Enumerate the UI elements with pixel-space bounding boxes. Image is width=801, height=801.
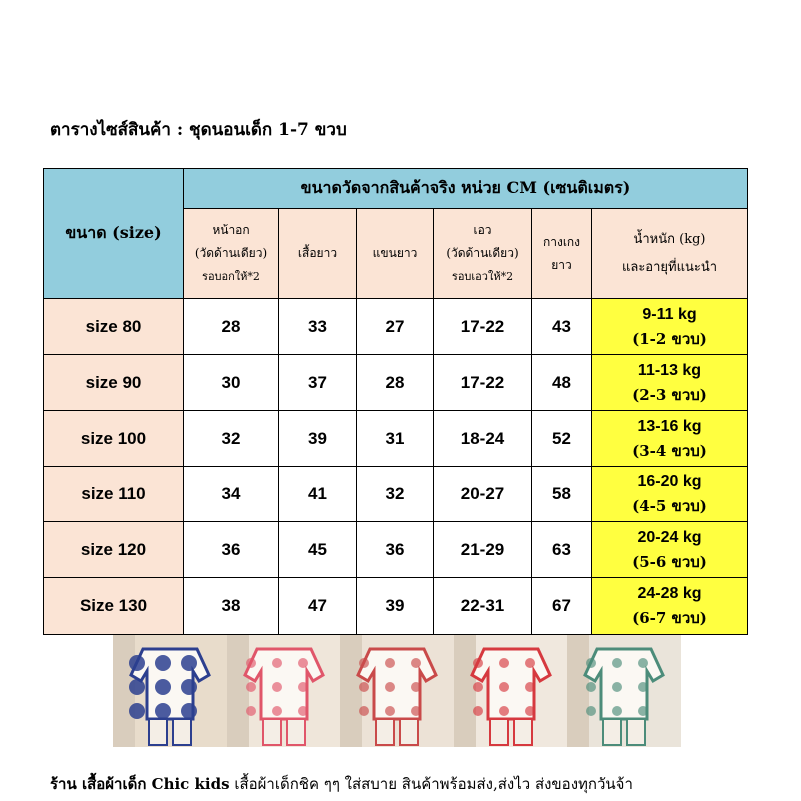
weight-age-cell [592, 355, 748, 411]
sleeve-value: 39 [357, 578, 434, 635]
header-line: รอบอกให้*2 [202, 270, 260, 283]
chest-value: 32 [184, 411, 279, 467]
weight-value: 13-16 kg [637, 417, 702, 435]
shop-name: ร้าน เสื้อผ้าเด็ก Chic kids [50, 775, 230, 793]
size-label: size 80 [44, 299, 184, 355]
shop-tagline: เสื้อผ้าเด็กชิค ๆๆ ใส่สบาย สินค้าพร้อมส่ง,ส่งไว ส่งของทุกวันจ้า [229, 775, 633, 793]
header-line: กางเกง [542, 234, 581, 249]
size-column-header: ขนาด (size) [44, 169, 184, 299]
weight-age-cell [592, 522, 748, 578]
table-row [44, 578, 748, 635]
weight-age-cell [592, 299, 748, 355]
shirt-value: 41 [279, 467, 357, 522]
waist-value: 17-22 [434, 355, 532, 411]
chest-value: 28 [184, 299, 279, 355]
shop-footer [50, 772, 633, 796]
weight-age-cell [592, 578, 748, 635]
pants-value: 58 [532, 467, 592, 522]
table-row [44, 299, 748, 355]
pants-length-column-header [532, 209, 592, 299]
table-row [44, 467, 748, 522]
age-value: (6-7 ขวบ) [632, 609, 707, 627]
chest-value: 36 [184, 522, 279, 578]
sleeve-value: 28 [357, 355, 434, 411]
chest-value: 38 [184, 578, 279, 635]
header-line: เอว [473, 223, 492, 237]
waist-value: 20-27 [434, 467, 532, 522]
pajama-photo-red-hearts [454, 635, 568, 747]
weight-value: 24-28 kg [637, 585, 702, 602]
waist-value: 18-24 [434, 411, 532, 467]
weight-age-cell [592, 411, 748, 467]
sleeve-value: 32 [357, 467, 434, 522]
pajama-photo-navy-dots [113, 635, 227, 747]
pajama-photo-bears [340, 635, 454, 747]
header-line: หน้าอก [212, 223, 250, 237]
header-line: แขนยาว [372, 246, 418, 260]
product-photo-strip [113, 635, 681, 747]
waist-value: 17-22 [434, 299, 532, 355]
sleeve-value: 36 [357, 522, 434, 578]
size-label: size 90 [44, 355, 184, 411]
size-label: size 100 [44, 411, 184, 467]
table-row [44, 355, 748, 411]
header-line: รอบเอวให้*2 [451, 270, 514, 283]
shirt-length-column-header [279, 209, 357, 299]
waist-column-header [434, 209, 532, 299]
pajama-photo-cars [567, 635, 681, 747]
page-title: ตารางไซส์สินค้า : ชุดนอนเด็ก 1-7 ขวบ [50, 120, 347, 140]
pants-value: 48 [532, 355, 592, 411]
shirt-value: 39 [279, 411, 357, 467]
weight-value: 20-24 kg [637, 528, 702, 546]
header-line: (วัดด้านเดียว) [446, 246, 519, 260]
weight-value: 16-20 kg [637, 473, 702, 490]
pants-value: 67 [532, 578, 592, 635]
pants-value: 43 [532, 299, 592, 355]
header-line: น้ำหนัก (kg) [633, 231, 706, 247]
chest-value: 34 [184, 467, 279, 522]
size-label: size 120 [44, 522, 184, 578]
weight-value: 9-11 kg [642, 305, 697, 323]
sleeve-value: 27 [357, 299, 434, 355]
age-value: (4-5 ขวบ) [632, 497, 707, 515]
size-label: Size 130 [44, 578, 184, 635]
shirt-value: 45 [279, 522, 357, 578]
chest-value: 30 [184, 355, 279, 411]
pajama-photo-pastel-shapes [227, 635, 341, 747]
header-line: (วัดด้านเดียว) [194, 246, 268, 260]
pants-value: 63 [532, 522, 592, 578]
age-value: (2-3 ขวบ) [632, 385, 707, 404]
age-value: (1-2 ขวบ) [632, 329, 707, 348]
table-row [44, 411, 748, 467]
header-line: และอายุที่แนะนำ [621, 259, 718, 275]
table-row [44, 522, 748, 578]
weight-value: 11-13 kg [637, 361, 702, 379]
sleeve-value: 31 [357, 411, 434, 467]
waist-value: 22-31 [434, 578, 532, 635]
age-value: (5-6 ขวบ) [632, 552, 707, 571]
header-line: เสื้อยาว [297, 246, 338, 260]
sleeve-length-column-header [357, 209, 434, 299]
weight-age-column-header [592, 209, 748, 299]
measurement-header: ขนาดวัดจากสินค้าจริง หน่วย CM (เซนติเมตร) [184, 169, 748, 209]
weight-age-cell [592, 467, 748, 522]
shirt-value: 47 [279, 578, 357, 635]
shirt-value: 33 [279, 299, 357, 355]
age-value: (3-4 ขวบ) [632, 441, 707, 460]
size-chart-table [43, 168, 748, 635]
shirt-value: 37 [279, 355, 357, 411]
chest-column-header [184, 209, 279, 299]
size-label: size 110 [44, 467, 184, 522]
pants-value: 52 [532, 411, 592, 467]
header-line: ยาว [551, 257, 572, 272]
waist-value: 21-29 [434, 522, 532, 578]
